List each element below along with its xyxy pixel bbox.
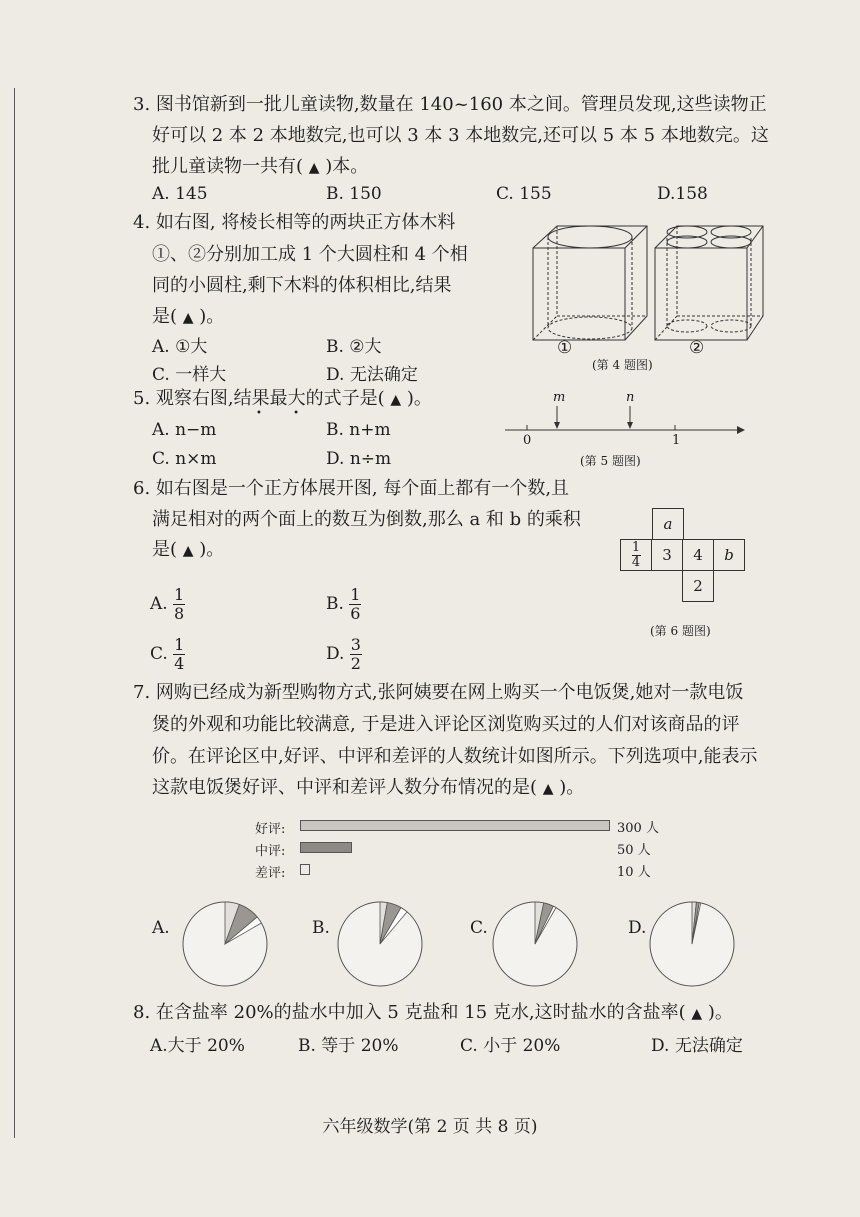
number-line-figure [505,392,745,452]
q4-option-d: D. 无法确定 [326,365,418,385]
answer-blank-icon: ▲ [182,543,194,559]
q3-option-a: A. 145 [152,184,208,204]
q3-line1: 3. 图书馆新到一批儿童读物,数量在 140~160 本之间。管理员发现,这些读物正 [133,94,767,115]
q4-line4 [152,302,224,333]
q8-option-c: C. 小于 20% [460,1036,561,1056]
q3-stem-end: )本。 [325,156,369,177]
q4-option-b: B. ②大 [326,337,382,357]
q4-caption: (第 4 题图) [592,358,653,372]
q5-option-d: D. n÷m [326,449,392,469]
q6-caption: (第 6 题图) [650,624,711,638]
q5-option-b: B. n+m [326,420,391,440]
rating-bar [300,820,610,831]
binding-margin-line [14,88,15,1138]
q7-stem-end: )。 [559,777,585,798]
q7-pie-option-c: C. [470,918,488,938]
bar-category-label: 差评: [255,866,286,881]
q7-line2: 煲的外观和功能比较满意, 于是进入评论区浏览购买过的人们对该商品的评 [152,714,740,735]
net-face-4: 4 [682,539,714,571]
q7-line3: 价。在评论区中,好评、中评和差评的人数统计如图所示。下列选项中,能表示 [152,746,758,767]
q3-stem: 批儿童读物一共有( [152,156,304,177]
net-face-2: 2 [682,570,714,602]
m-label: m [553,390,566,405]
q4-option-a: A. ①大 [152,337,208,357]
answer-blank-icon: ▲ [390,392,402,408]
rating-bar [300,842,352,853]
q4-fig-label-2: ② [689,338,705,358]
n-label: n [626,390,635,405]
q4-stem: 是( [152,306,178,327]
q5-option-c: C. n×m [152,449,217,469]
rating-bar [300,864,310,875]
page-footer: 六年级数学(第 2 页 共 8 页) [322,1117,538,1137]
q6-option-d: D. $\frac{3}{2}$ [326,635,361,673]
q6-option-b: B. $\frac{1}{6}$ [326,585,361,623]
q4-line2: ①、②分别加工成 1 个大圆柱和 4 个相 [152,244,468,265]
q3-option-d: D.158 [657,184,708,204]
q4-line1: 4. 如右图, 将棱长相等的两块正方体木料 [133,212,456,233]
answer-blank-icon: ▲ [691,1006,703,1022]
bar-value-label: 300 人 [617,821,659,836]
q7-pie-option-a: A. [152,918,170,938]
bar-value-label: 10 人 [617,865,651,880]
fraction: $\frac{1}{8}$ [174,585,185,623]
q3-option-c: C. 155 [496,184,552,204]
zero-label: 0 [523,433,532,448]
net-face-a: a [652,508,684,540]
q6-option-c: C. $\frac{1}{4}$ [150,635,185,673]
bar-value-label: 50 人 [617,843,651,858]
bar-category-label: 好评: [255,822,286,837]
fraction: $\frac{1}{4}$ [174,635,185,673]
q4-stem-end: )。 [199,306,225,327]
emphasis-dots: • • [256,408,313,419]
q6-line1: 6. 如右图是一个正方体展开图, 每个面上都有一个数,且 [133,478,570,499]
q3-line3 [152,152,368,183]
q5-stem: 5. 观察右图,结果最大的式子是( [133,388,385,409]
q5-option-a: A. n−m [152,420,217,440]
q8-stem: 8. 在含盐率 20%的盐水中加入 5 克盐和 15 克水,这时盐水的含盐率( [133,1002,686,1023]
net-face-quarter: $\frac{1}{4}$ [620,539,652,571]
q6-stem: 是( [152,539,178,560]
fraction: $\frac{1}{6}$ [350,585,361,623]
q3-option-b: B. 150 [326,184,382,204]
q7-line4 [152,773,584,804]
one-label: 1 [672,433,681,448]
q3-line2: 好可以 2 本 2 本地数完,也可以 3 本 3 本地数完,还可以 5 本 5 本地数完。这 [152,125,769,146]
q8-line1 [133,998,733,1029]
q8-stem-end: )。 [707,1002,733,1023]
q6-stem-end: )。 [199,539,225,560]
q7-line1: 7. 网购已经成为新型购物方式,张阿姨要在网上购买一个电饭煲,她对一款电饭 [133,682,744,703]
q4-fig-label-1: ① [557,338,573,358]
q7-pie-option-d: D. [628,918,647,938]
answer-blank-icon: ▲ [542,781,554,797]
q8-option-b: B. 等于 20% [298,1036,399,1056]
net-face-3: 3 [651,539,683,571]
q8-option-a: A.大于 20% [150,1036,245,1056]
q5-stem-end: )。 [406,388,432,409]
answer-blank-icon: ▲ [308,160,320,176]
q6-line3 [152,535,224,566]
answer-blank-icon: ▲ [182,310,194,326]
q7-pie-option-b: B. [312,918,330,938]
q8-option-d: D. 无法确定 [651,1036,743,1056]
fraction: $\frac{3}{2}$ [350,635,361,673]
q7-stem: 这款电饭煲好评、中评和差评人数分布情况的是( [152,777,538,798]
cube-cylinders-figure [525,218,765,358]
net-face-b: b [713,539,745,571]
pie-options-figure [140,892,780,992]
q5-caption: (第 5 题图) [580,454,641,468]
q6-option-a: A. $\frac{1}{8}$ [150,585,185,623]
q6-line2: 满足相对的两个面上的数互为倒数,那么 a 和 b 的乘积 [152,509,581,530]
bar-category-label: 中评: [255,844,286,859]
q4-line3: 同的小圆柱,剩下木料的体积相比,结果 [152,275,452,296]
q4-option-c: C. 一样大 [152,365,227,385]
